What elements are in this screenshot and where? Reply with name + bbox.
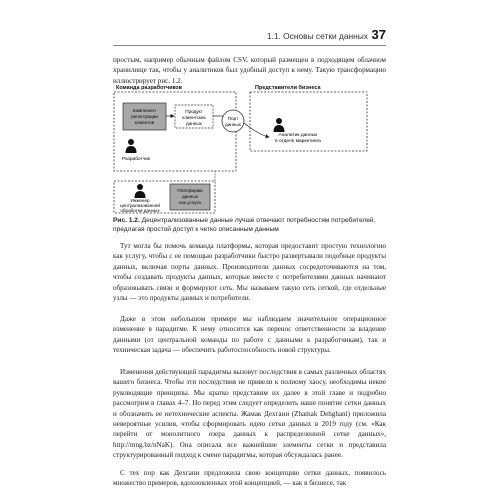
- body-paragraph: Даже в этом небольшом примере мы наблюдаем значительное операционное изменение в парадигме. К нему относится как перенос ответственности за владение данными (от центральной команды по работе с данными к разработчикам), так и техническая задача — обеспечить работоспособность новой структуры.: [113, 315, 386, 355]
- port-line-1: Порт: [227, 116, 239, 121]
- registration-line-1: Компонент: [132, 108, 157, 113]
- diagram-svg: [113, 85, 386, 214]
- engineer-line-2: централизованной: [120, 203, 160, 208]
- developer-person-icon: [126, 139, 137, 153]
- caption-text: Децентрализованные данные лучше отвечают потребностям потребителей, предлагая простой доступ к четко описанным данным: [113, 217, 376, 233]
- registration-line-2: регистрации: [131, 114, 158, 119]
- analyst-person-icon: [274, 118, 285, 132]
- port-line-2: данных: [225, 122, 241, 127]
- engineer-person-icon: [135, 184, 146, 198]
- dev-team-label: Команда разработчиков: [116, 85, 183, 91]
- developer-label: Разработчик: [122, 157, 150, 162]
- figure-diagram: [113, 85, 386, 214]
- engineer-line-1: Инженер: [130, 198, 150, 203]
- arrow-port-to-analyst: [244, 123, 269, 137]
- body-paragraph: Изменения действующей парадигмы вызовут последствия в самых различных областях вашего бизнеса. Чтобы эти последствия не привели к полному хаосу, необходимы некие руководящие принципы. Мы кратко представим их далее в этой главе и подробно рассмотрим в главах 4–7. Но перед этим следует определить наше понятие сетки данных и обозначить ее нетехнические аспекты. Жамак Дехгани (Zhamak Dehghani) приложила невероятные усилия, чтобы сформировать идею сетки данных в 2019 году (см. «Как перейти от монолитного озера данных к распределенной сетке данных», http://mng.bz/nNaK). Она описала все важнейшие элементы сетки и представила структурированный подход к смене парадигмы, которая обсуждалась ранее.: [113, 368, 386, 460]
- platform-line-2: данных: [182, 194, 198, 199]
- platform-line-3: как услуга: [179, 200, 201, 205]
- running-header: 1.1. Основы сетки данных: [266, 31, 368, 41]
- analyst-line-2: в отделе маркетинга: [275, 139, 321, 144]
- analyst-line-1: Аналитик данных: [278, 133, 318, 138]
- product-line-2: клиентских: [182, 115, 206, 120]
- header-divider: [113, 45, 386, 46]
- data-port-circle: [222, 110, 244, 132]
- product-line-3: данных: [186, 121, 202, 126]
- product-line-1: Продукт: [185, 109, 203, 114]
- engineer-line-3: обработки данных: [120, 208, 160, 213]
- intro-paragraph: простым, например обычным файлом CSV, который размещен в подходящем облачном хранилище так, чтобы у аналитиков был удобный доступ к нему. Такую трансформацию иллюстрирует рис. 1.2.: [113, 56, 386, 85]
- figure-caption: [113, 216, 386, 234]
- body-paragraph: Тут могла бы помочь команда платформы, которая предоставит простую технологию как услугу, чтобы с ее помощью разработчики быстро развертывали подобные продукты данных, включая порты данных. Производители данных сосредоточиваются на том, чтобы создавать продукты данных, которые вместе с потребителями данных начинают образовывать связи и формируют сеть. Мы называем такую сеть сеткой, где отдельные узлы — это продукты данных и потребители.: [113, 242, 386, 303]
- registration-line-3: клиентов: [134, 120, 155, 125]
- business-label: Представители бизнеса: [255, 85, 321, 91]
- body-paragraph: С тех пор как Дехгани предложила свою концепцию сетки данных, появилось множество примеров, вдохновленных этой концепцией, — как в бизнесе, так: [113, 469, 386, 488]
- page-number: 37: [371, 27, 386, 42]
- caption-label: Рис. 1.2.: [113, 217, 140, 224]
- platform-line-1: Платформа: [177, 188, 203, 193]
